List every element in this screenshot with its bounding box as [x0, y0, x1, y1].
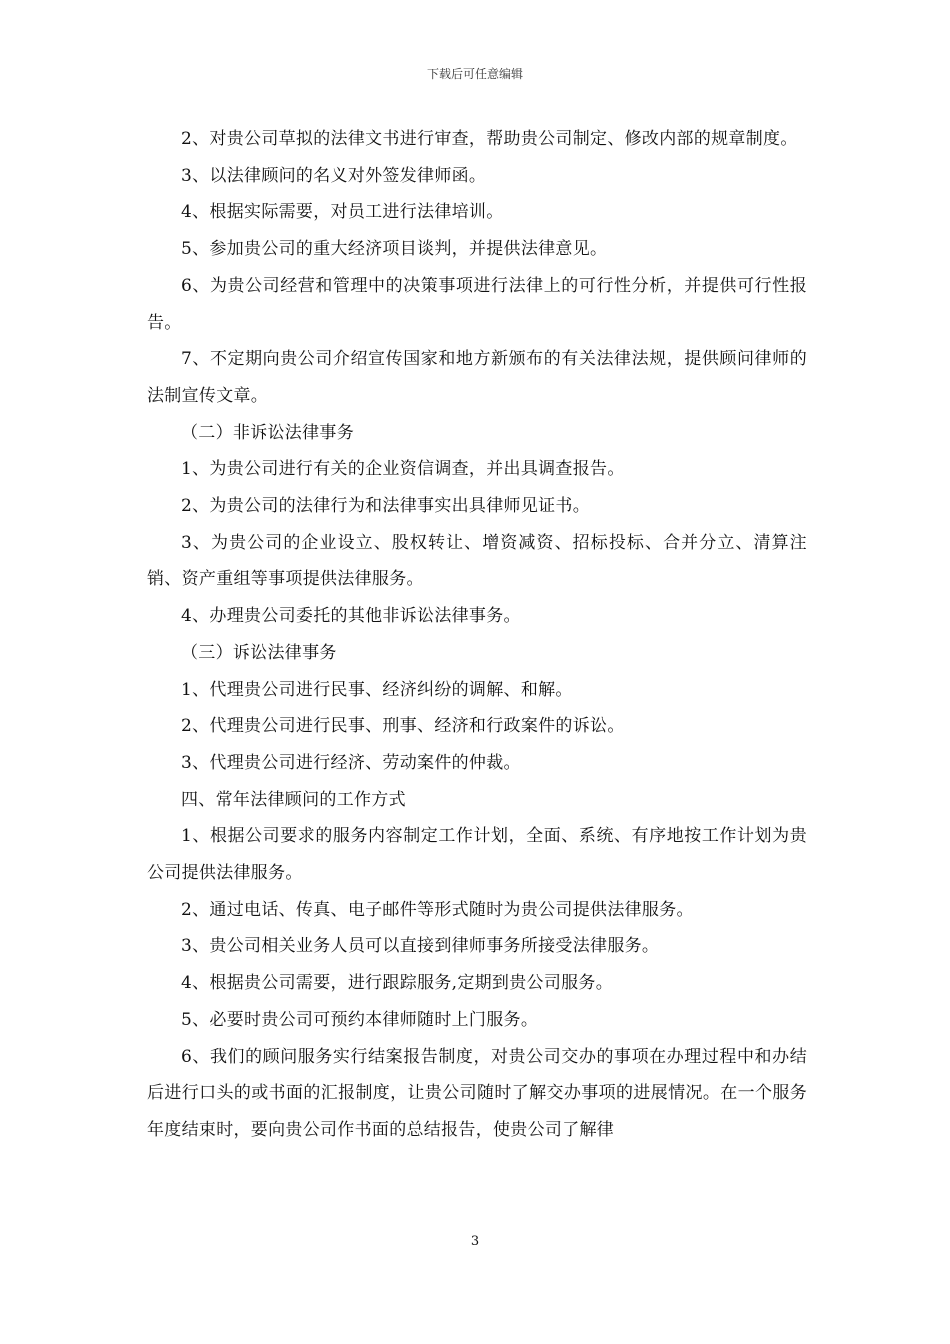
paragraph: 6、我们的顾问服务实行结案报告制度，对贵公司交办的事项在办理过程中和办结后进行口头的或书面的汇报制度，让贵公司随时了解交办事项的进展情况。在一个服务年度结束时，要向贵公司作书面的总结报告，使贵公司了解律 — [147, 1046, 807, 1140]
paragraph: 2、通过电话、传真、电子邮件等形式随时为贵公司提供法律服务。 — [181, 899, 694, 920]
paragraph: 7、不定期向贵公司介绍宣传国家和地方新颁布的有关法律法规，提供顾问律师的法制宣传文章。 — [147, 349, 807, 406]
paragraph: 1、根据公司要求的服务内容制定工作计划，全面、系统、有序地按工作计划为贵公司提供法律服务。 — [147, 826, 807, 884]
paragraph: 6、为贵公司经营和管理中的决策事项进行法律上的可行性分析，并提供可行性报告。 — [147, 275, 807, 333]
paragraph: 3、贵公司相关业务人员可以直接到律师事务所接受法律服务。 — [181, 936, 660, 957]
paragraph: 3、为贵公司的企业设立、股权转让、增资减资、招标投标、合并分立、清算注销、资产重组等事项提供法律服务。 — [147, 532, 807, 590]
paragraph: 4、根据实际需要，对员工进行法律培训。 — [181, 202, 504, 223]
section-heading: （二）非诉讼法律事务 — [181, 422, 354, 443]
paragraph: 1、代理贵公司进行民事、经济纠纷的调解、和解。 — [181, 679, 573, 700]
paragraph: 3、代理贵公司进行经济、劳动案件的仲裁。 — [181, 752, 521, 773]
document-body — [147, 121, 807, 1149]
paragraph: 3、以法律顾问的名义对外签发律师函。 — [181, 165, 487, 186]
paragraph: 2、为贵公司的法律行为和法律事实出具律师见证书。 — [181, 496, 591, 517]
paragraph: 4、根据贵公司需要，进行跟踪服务,定期到贵公司服务。 — [181, 973, 614, 994]
page-number: 3 — [470, 1234, 480, 1249]
paragraph: 2、代理贵公司进行民事、刑事、经济和行政案件的诉讼。 — [181, 716, 625, 737]
paragraph: 1、为贵公司进行有关的企业资信调查，并出具调查报告。 — [181, 459, 625, 480]
page-header-note: 下载后可任意编辑 — [426, 67, 523, 81]
paragraph: 5、参加贵公司的重大经济项目谈判，并提供法律意见。 — [181, 239, 608, 260]
section-heading: 四、常年法律顾问的工作方式 — [181, 789, 406, 810]
paragraph: 5、必要时贵公司可预约本律师随时上门服务。 — [181, 1009, 539, 1030]
paragraph: 4、办理贵公司委托的其他非诉讼法律事务。 — [181, 606, 521, 627]
paragraph: 2、对贵公司草拟的法律文书进行审查，帮助贵公司制定、修改内部的规章制度。 — [181, 129, 798, 149]
section-heading: （三）诉讼法律事务 — [181, 642, 337, 663]
